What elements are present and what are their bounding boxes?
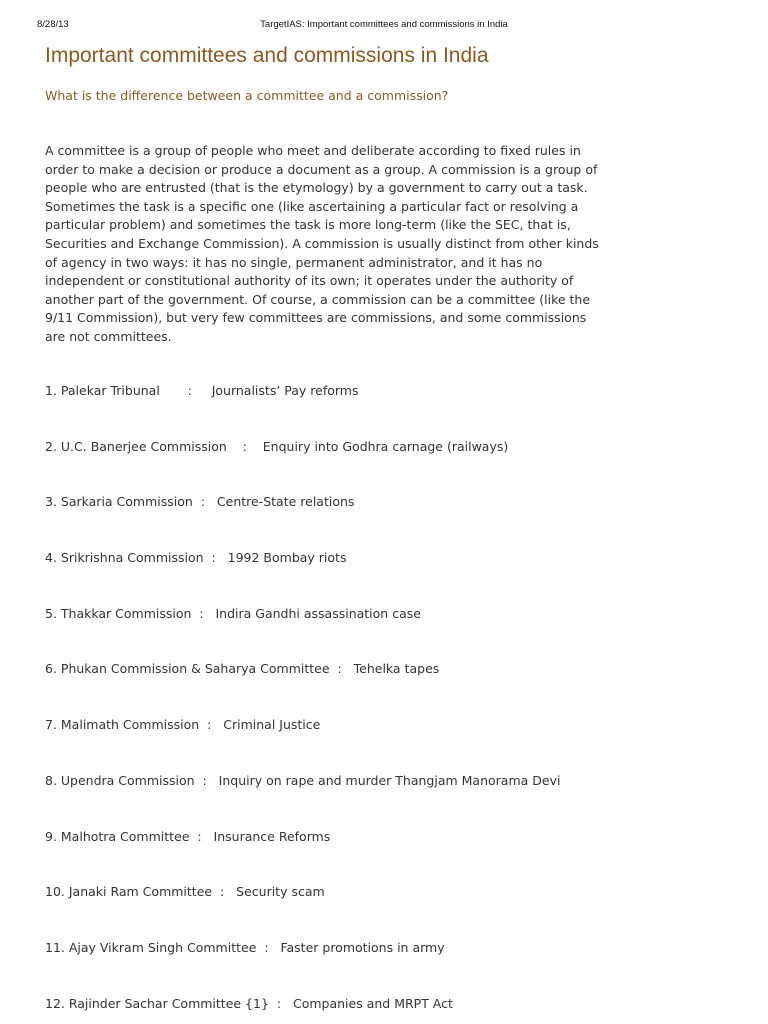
intro-line: of agency in two ways: it has no single, permanent administrator, and it has no bbox=[45, 254, 543, 270]
intro-line: people who are entrusted (that is the etymology) by a government to carry out a task. bbox=[45, 180, 588, 196]
list-item: 9. Malhotra Committee : Insurance Reforms bbox=[45, 829, 331, 844]
list-item: 3. Sarkaria Commission : Centre-State relations bbox=[45, 494, 355, 509]
intro-line: 9/11 Commission), but very few committees are commissions, and some commissions bbox=[45, 310, 587, 326]
intro-line: order to make a decision or produce a document as a group. A commission is a group of bbox=[45, 161, 598, 177]
list-item: 7. Malimath Commission : Criminal Justice bbox=[45, 717, 321, 732]
print-date: 8/28/13 bbox=[37, 19, 69, 30]
list-item: 10. Janaki Ram Committee : Security scam bbox=[45, 884, 325, 899]
list-item: 1. Palekar Tribunal : Journalists’ Pay reforms bbox=[45, 383, 359, 398]
page-title: Important committees and commissions in India bbox=[45, 44, 489, 67]
intro-line: Sometimes the task is a specific one (like ascertaining a particular fact or resolving a bbox=[45, 198, 579, 214]
intro-line: Securities and Exchange Commission). A commission is usually distinct from other kinds bbox=[45, 235, 599, 251]
list-item: 8. Upendra Commission : Inquiry on rape and murder Thangjam Manorama Devi bbox=[45, 773, 561, 788]
list-item: 5. Thakkar Commission : Indira Gandhi assassination case bbox=[45, 606, 421, 621]
intro-paragraph bbox=[45, 142, 685, 347]
list-item: 2. U.C. Banerjee Commission : Enquiry into Godhra carnage (railways) bbox=[45, 439, 509, 454]
article-subtitle: What is the difference between a committee and a commission? bbox=[45, 88, 449, 103]
print-title: TargetIAS: Important committees and commissions in India bbox=[260, 19, 508, 30]
intro-line: another part of the government. Of course, a commission can be a committee (like the bbox=[45, 291, 591, 307]
print-header bbox=[0, 19, 768, 33]
list-item: 11. Ajay Vikram Singh Committee : Faster promotions in army bbox=[45, 940, 445, 955]
intro-line: A committee is a group of people who meet and deliberate according to fixed rules in bbox=[45, 143, 581, 158]
intro-line: particular problem) and sometimes the task is more long-term (like the SEC, that is, bbox=[45, 217, 571, 233]
list-item: 12. Rajinder Sachar Committee {1} : Companies and MRPT Act bbox=[45, 996, 453, 1011]
list-item: 6. Phukan Commission & Saharya Committee : Tehelka tapes bbox=[45, 661, 440, 676]
list-item: 4. Srikrishna Commission : 1992 Bombay riots bbox=[45, 550, 347, 565]
intro-line: independent or constitutional authority of its own; it operates under the authority of bbox=[45, 273, 574, 289]
intro-line: are not committees. bbox=[45, 328, 172, 344]
